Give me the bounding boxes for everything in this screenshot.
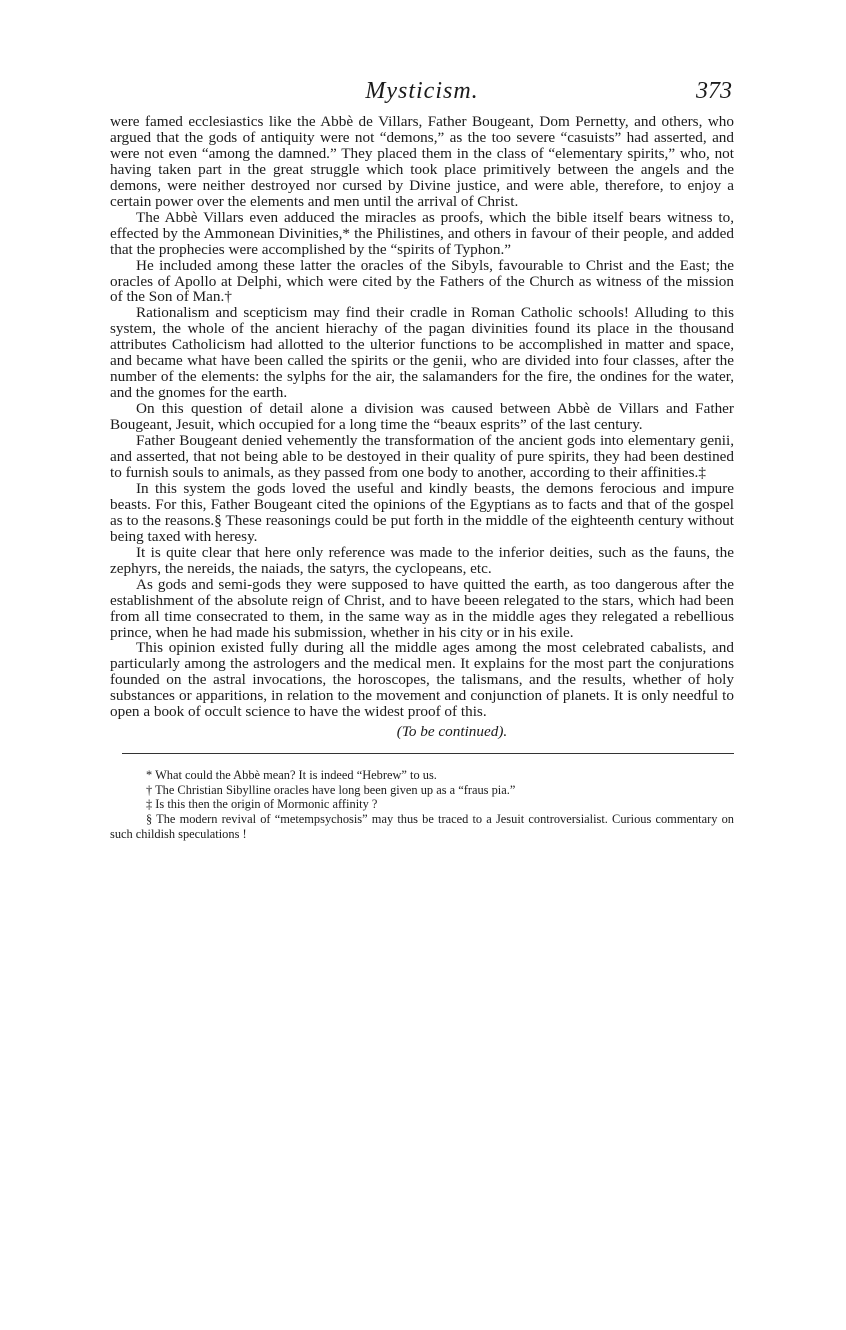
footnote: § The modern revival of “metempsychosis” may thus be traced to a Jesuit controversialist. Curious commentary on such childish speculations ! xyxy=(110,812,734,841)
article-body xyxy=(110,114,734,720)
paragraph: The Abbè Villars even adduced the miracles as proofs, which the bible itself bears witness to, effected by the Ammonean Divinities,* the Philistines, and others in favour of their people, and added that the prophecies were accomplished by the “spirits of Typhon.” xyxy=(110,208,734,258)
paragraph: This opinion existed fully during all the middle ages among the most celebrated cabalists, and particularly among the astrologers and the medical men. It explains for the most part the conjurations founded on the astral invocations, the horoscopes, the talismans, and the results, whether of holy substances or apparitions, in relation to the movement and conjunction of planets. It is only needful to open a book of occult science to have the widest proof of this. xyxy=(110,639,734,721)
footnotes xyxy=(110,768,734,841)
page-header xyxy=(110,78,734,114)
document-page xyxy=(110,78,734,841)
paragraph: On this question of detail alone a division was caused between Abbè de Villars and Father Bougeant, Jesuit, which occupied for a long time the “beaux esprits” of the last century. xyxy=(110,400,734,434)
paragraph: In this system the gods loved the useful and kindly beasts, the demons ferocious and impure beasts. For this, Father Bougeant cited the opinions of the Egyptians as to facts and that of the gospel as to the reasons.§ These reasonings could be put forth in the middle of the eighteenth century without being taxed with heresy. xyxy=(110,479,734,545)
running-title: Mysticism. xyxy=(365,78,479,104)
paragraph: As gods and semi-gods they were supposed to have quitted the earth, as too dangerous after the establishment of the absolute reign of Christ, and to have beeen relegated to the stars, which had been from all time consecrated to them, in the same way as in the middle ages they relegated a rebellious prince, when he had made his submission, whether in his city or in his exile. xyxy=(110,575,734,641)
footnote: † The Christian Sibylline oracles have long been given up as a “fraus pia.” xyxy=(146,782,516,797)
footnote: * What could the Abbè mean? It is indeed “Hebrew” to us. xyxy=(146,768,437,783)
footnote-divider xyxy=(122,753,734,754)
paragraph: Father Bougeant denied vehemently the transformation of the ancient gods into elementary genii, and asserted, that not being able to be destoyed in their quality of pure spirits, they had been destined to furnish souls to animals, as they passed from one body to another, according to their affinities.‡ xyxy=(110,432,734,481)
paragraph: were famed ecclesiastics like the Abbè de Villars, Father Bougeant, Dom Pernetty, and others, who argued that the gods of antiquity were not “demons,” as the too severe “casuists” had asserted, and were not even “among the damned.” They placed them in the class of “elementary spirits,” who, not having taken part in the great struggle which took place primitively between the angels and the demons, were neither destroyed nor cursed by Divine justice, and were able, therefore, to enjoy a certain power over the elements and men until the arrival of Christ. xyxy=(110,113,734,210)
footnote: ‡ Is this then the origin of Mormonic affinity ? xyxy=(146,797,378,812)
to-be-continued-note: (To be continued). xyxy=(396,723,508,741)
page-number: 373 xyxy=(696,78,732,104)
paragraph: Rationalism and scepticism may find their cradle in Roman Catholic schools! Alluding to this system, the whole of the ancient hierachy of the pagan divinities found its place in the thousand attributes Catholicism had allotted to the ulterior functions to be accomplished in matter and space, and became what have been called the spirits or the genii, who are divided into four classes, after the number of the elements: the sylphs for the air, the salamanders for the fire, the ondines for the water, and the gnomes for the earth. xyxy=(110,304,734,402)
paragraph: It is quite clear that here only reference was made to the inferior deities, such as the fauns, the zephyrs, the nereids, the naiads, the satyrs, the cyclopeans, etc. xyxy=(110,543,734,577)
paragraph: He included among these latter the oracles of the Sibyls, favourable to Christ and the East; the oracles of Apollo at Delphi, which were cited by the Fathers of the Church as witness of the mission of the Son of Man.† xyxy=(110,256,734,306)
